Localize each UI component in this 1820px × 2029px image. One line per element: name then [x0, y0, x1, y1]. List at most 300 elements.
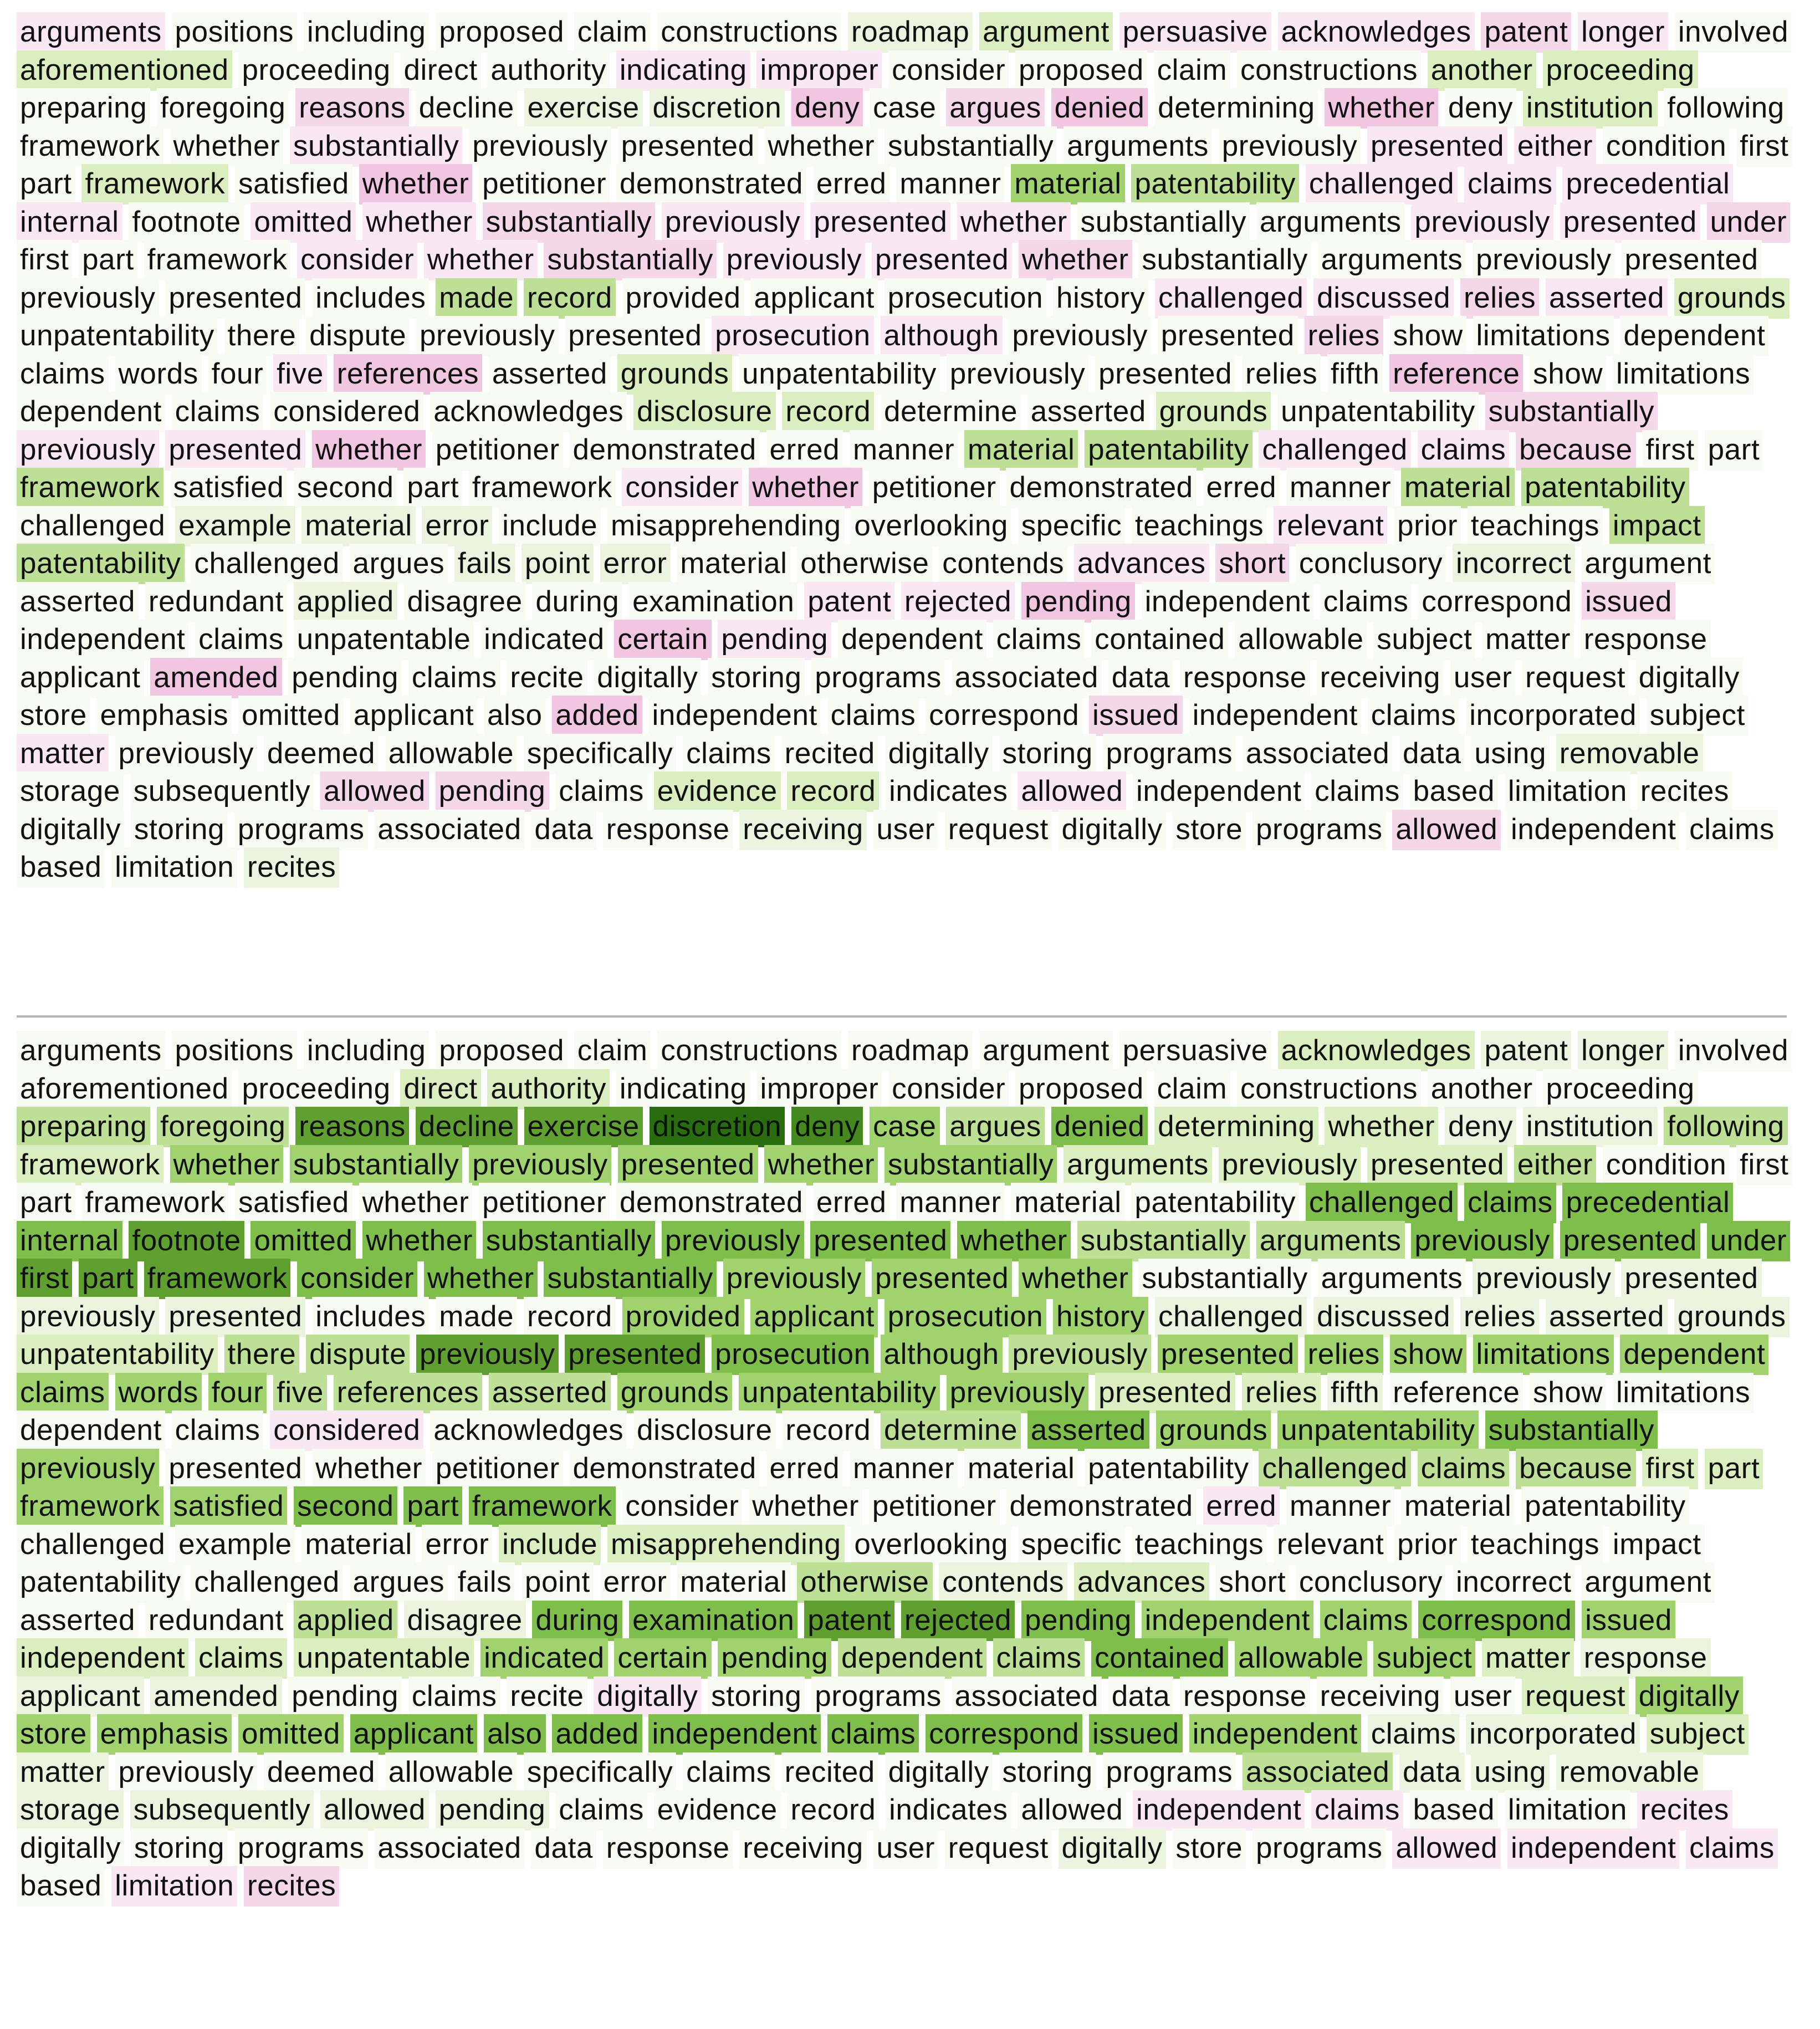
token-word: claims	[1311, 1790, 1403, 1831]
token-word: arguments	[17, 12, 165, 53]
token-word: substantially	[1138, 240, 1311, 280]
token-word: acknowledges	[1278, 1031, 1475, 1071]
token-word: incorporated	[1466, 1714, 1640, 1755]
token-word: petitioner	[869, 1486, 1000, 1527]
token-word: demonstrated	[1006, 468, 1196, 508]
token-word: erred	[813, 164, 890, 205]
token-word: digitally	[17, 810, 124, 850]
token-word: matter	[1482, 620, 1574, 660]
token-word: correspond	[1418, 1601, 1575, 1641]
token-word: allowed	[320, 771, 429, 812]
token-word: argument	[979, 12, 1113, 53]
token-word: framework	[81, 164, 228, 205]
token-word: previously	[416, 316, 559, 356]
token-word: relies	[1460, 278, 1539, 319]
token-word: substantially	[290, 1145, 462, 1185]
token-word: teachings	[1468, 506, 1603, 546]
token-word: including	[304, 1031, 430, 1071]
token-word: aforementioned	[17, 1069, 232, 1110]
token-word: positions	[172, 1031, 298, 1071]
token-word: response	[1581, 620, 1711, 660]
token-word: reasons	[295, 88, 409, 129]
token-word: pending	[288, 1677, 402, 1717]
token-word: associated	[952, 1677, 1102, 1717]
token-word: whether	[170, 126, 284, 167]
token-word: claims	[17, 354, 109, 395]
token-word: five	[273, 1373, 327, 1413]
token-word: part	[79, 240, 137, 280]
token-word: substantially	[1485, 392, 1658, 432]
token-word: previously	[469, 126, 611, 167]
token-word: presented	[565, 316, 705, 356]
token-word: issued	[1089, 696, 1183, 736]
token-word: incorporated	[1466, 696, 1640, 736]
token-word: unpatentability	[17, 316, 218, 356]
token-word: allowable	[385, 1752, 517, 1793]
token-word: whether	[359, 1183, 473, 1223]
token-word: allowable	[1235, 1638, 1367, 1679]
token-word: satisfied	[235, 164, 352, 205]
token-word: recite	[507, 658, 587, 698]
token-word: previously	[662, 202, 804, 243]
token-word: preparing	[17, 1107, 150, 1147]
token-word: words	[115, 354, 202, 395]
token-word: associated	[1243, 734, 1393, 774]
token-word: presented	[1158, 1335, 1298, 1375]
token-word: references	[334, 1373, 482, 1413]
token-word: based	[1410, 1790, 1498, 1831]
token-word: deny	[791, 88, 863, 129]
token-word: whether	[764, 126, 878, 167]
token-word: subsequently	[130, 771, 314, 812]
token-word: part	[403, 1486, 462, 1527]
token-word: independent	[648, 1714, 820, 1755]
token-word: manner	[1286, 1486, 1394, 1527]
token-word: indicating	[616, 1069, 750, 1110]
token-word: condition	[1603, 126, 1730, 167]
token-word: direct	[400, 50, 480, 91]
token-word: storage	[17, 1790, 124, 1831]
token-word: digitally	[885, 1752, 993, 1793]
token-word: show	[1530, 1373, 1606, 1413]
token-word: specific	[1018, 1525, 1126, 1565]
token-word: part	[17, 164, 75, 205]
token-word: programs	[234, 810, 368, 850]
token-word: user	[1450, 1677, 1516, 1717]
token-word: manner	[850, 430, 958, 471]
token-word: authority	[487, 1069, 610, 1110]
token-word: claims	[17, 1373, 109, 1413]
token-word: allowed	[1392, 810, 1501, 850]
token-word: discretion	[650, 1107, 785, 1147]
token-word: independent	[17, 1638, 188, 1679]
token-word: teachings	[1132, 506, 1267, 546]
token-word: asserted	[489, 354, 611, 395]
token-word: response	[1180, 658, 1310, 698]
token-word: matter	[17, 734, 109, 774]
token-word: claims	[1418, 430, 1510, 471]
token-word: previously	[662, 1221, 804, 1261]
token-word: advances	[1074, 544, 1209, 584]
token-word: claims	[1368, 1714, 1460, 1755]
token-word: programs	[1252, 810, 1386, 850]
token-word: recites	[1637, 771, 1732, 812]
token-word: substantially	[290, 126, 462, 167]
token-word: case	[870, 1107, 939, 1147]
token-word: receiving	[1317, 1677, 1444, 1717]
token-word: whether	[424, 1259, 538, 1299]
token-word: relies	[1305, 1335, 1383, 1375]
token-word: claims	[1418, 1449, 1510, 1489]
token-word: record	[787, 771, 879, 812]
token-word: second	[294, 468, 397, 508]
token-word: presented	[1621, 1259, 1761, 1299]
token-word: whether	[170, 1145, 284, 1185]
token-word: asserted	[1027, 1410, 1149, 1451]
token-word: deemed	[264, 1752, 379, 1793]
token-word: claims	[172, 1410, 264, 1451]
token-word: argues	[350, 544, 448, 584]
token-word: erred	[1203, 1486, 1280, 1527]
token-word: internal	[17, 1221, 122, 1261]
token-word: store	[17, 1714, 90, 1755]
token-word: grounds	[617, 354, 733, 395]
token-word: demonstrated	[616, 1183, 806, 1223]
token-word: allowed	[1018, 771, 1126, 812]
token-word: constructions	[657, 1031, 841, 1071]
token-word: material	[1011, 164, 1124, 205]
token-word: demonstrated	[569, 430, 759, 471]
token-word: patent	[804, 582, 894, 622]
token-word: record	[782, 392, 874, 432]
token-word: framework	[144, 240, 291, 280]
token-word: constructions	[657, 12, 841, 53]
token-word: argument	[1581, 544, 1715, 584]
token-word: made	[436, 278, 517, 319]
token-word: first	[1736, 126, 1792, 167]
token-word: evidence	[654, 771, 781, 812]
token-word: presented	[872, 240, 1012, 280]
token-word: contends	[939, 544, 1067, 584]
token-word: subject	[1373, 620, 1475, 660]
token-word: indicated	[480, 620, 608, 660]
token-word: record	[524, 278, 616, 319]
token-word: argument	[1581, 1562, 1715, 1603]
token-word: omitted	[250, 1221, 356, 1261]
token-word: foregoing	[157, 1107, 289, 1147]
token-word: digitally	[594, 1677, 701, 1717]
token-word: framework	[17, 1486, 163, 1527]
token-word: impact	[1609, 506, 1705, 546]
token-word: there	[224, 316, 300, 356]
token-word: challenged	[17, 1525, 168, 1565]
token-word: using	[1471, 734, 1550, 774]
token-word: programs	[1103, 1752, 1236, 1793]
token-word: satisfied	[170, 468, 288, 508]
token-word: applied	[294, 582, 397, 622]
token-word: satisfied	[235, 1183, 352, 1223]
token-word: either	[1514, 1145, 1596, 1185]
token-word: applicant	[750, 1297, 878, 1337]
token-word: examination	[629, 582, 797, 622]
token-word: limitations	[1473, 316, 1614, 356]
token-word: claims	[1311, 771, 1403, 812]
token-word: previously	[1009, 1335, 1151, 1375]
token-word: acknowledges	[430, 1410, 627, 1451]
token-word: previously	[1219, 126, 1361, 167]
token-word: evidence	[654, 1790, 781, 1831]
token-word: asserted	[17, 582, 139, 622]
token-word: dependent	[838, 620, 986, 660]
token-word: unpatentable	[294, 1638, 474, 1679]
token-word: previously	[416, 1335, 559, 1375]
token-word: first	[1642, 430, 1698, 471]
token-word: decline	[416, 88, 518, 129]
token-word: previously	[723, 1259, 866, 1299]
token-word: subsequently	[130, 1790, 314, 1831]
token-word: material	[964, 1449, 1078, 1489]
token-word: substantially	[1077, 202, 1250, 243]
token-word: unpatentability	[739, 354, 940, 395]
token-word: specifically	[524, 1752, 676, 1793]
token-word: storing	[708, 658, 805, 698]
token-word: asserted	[1027, 392, 1149, 432]
token-word: digitally	[1635, 1677, 1743, 1717]
token-word: presented	[872, 1259, 1012, 1299]
token-word: store	[1172, 1828, 1246, 1869]
token-word: proceeding	[238, 50, 393, 91]
token-word: indicating	[616, 50, 750, 91]
token-word: patentability	[17, 1562, 185, 1603]
token-word: unpatentability	[17, 1335, 218, 1375]
token-word: omitted	[238, 696, 344, 736]
token-word: presented	[1560, 1221, 1700, 1261]
token-word: presented	[1367, 1145, 1507, 1185]
token-word: provided	[622, 278, 744, 319]
token-word: consider	[297, 240, 417, 280]
token-word: certain	[614, 1638, 711, 1679]
token-word: deny	[1445, 88, 1516, 129]
token-word: deny	[791, 1107, 863, 1147]
token-word: user	[873, 1828, 939, 1869]
token-word: data	[531, 810, 596, 850]
token-word: limitation	[111, 1866, 237, 1907]
token-word: substantially	[1077, 1221, 1250, 1261]
token-word: incorrect	[1453, 1562, 1575, 1603]
token-word: prior	[1394, 506, 1461, 546]
token-word: consider	[622, 468, 742, 508]
token-word: request	[1522, 1677, 1629, 1717]
token-word: response	[1581, 1638, 1711, 1679]
token-word: exercise	[524, 88, 643, 129]
token-word: user	[1450, 658, 1516, 698]
token-word: based	[17, 847, 105, 888]
token-word: consider	[888, 50, 1009, 91]
token-word: erred	[766, 1449, 843, 1489]
token-word: independent	[1142, 582, 1313, 622]
token-word: framework	[17, 468, 163, 508]
token-word: presented	[565, 1335, 705, 1375]
token-word: overlooking	[851, 506, 1011, 546]
token-word: demonstrated	[569, 1449, 759, 1489]
bottom-saliency-panel	[17, 1032, 1801, 1905]
token-word: pending	[1021, 582, 1135, 622]
token-word: claims	[408, 658, 500, 698]
token-word: pending	[718, 1638, 831, 1679]
token-word: first	[17, 240, 72, 280]
token-word: disagree	[404, 1601, 526, 1641]
token-word: arguments	[1064, 126, 1212, 167]
token-word: programs	[234, 1828, 368, 1869]
token-word: applicant	[350, 1714, 478, 1755]
token-word: previously	[115, 1752, 258, 1793]
token-word: challenged	[191, 1562, 342, 1603]
token-word: whether	[424, 240, 538, 280]
token-word: previously	[469, 1145, 611, 1185]
token-word: discussed	[1313, 278, 1454, 319]
token-word: relies	[1460, 1297, 1539, 1337]
token-word: substantially	[544, 240, 716, 280]
token-word: prior	[1394, 1525, 1461, 1565]
token-word: relies	[1305, 316, 1383, 356]
token-word: error	[422, 1525, 492, 1565]
token-word: disclosure	[633, 1410, 776, 1451]
token-word: persuasive	[1119, 1031, 1271, 1071]
token-word: challenged	[1259, 430, 1410, 471]
token-word: part	[17, 1183, 75, 1223]
token-word: specifically	[524, 734, 676, 774]
token-word: grounds	[1674, 278, 1790, 319]
token-word: subject	[1647, 696, 1749, 736]
token-word: institution	[1523, 88, 1658, 129]
token-word: associated	[952, 658, 1102, 698]
token-word: patentability	[1521, 468, 1689, 508]
token-word: words	[115, 1373, 202, 1413]
token-word: otherwise	[797, 1562, 932, 1603]
token-word: show	[1390, 1335, 1466, 1375]
token-word: roadmap	[848, 1031, 973, 1071]
token-word: claim	[574, 12, 651, 53]
token-word: reference	[1389, 1373, 1523, 1413]
top-saliency-panel	[17, 13, 1801, 887]
token-word: claims	[172, 392, 264, 432]
token-word: pending	[1021, 1601, 1135, 1641]
token-word: applicant	[17, 1677, 144, 1717]
token-word: independent	[1507, 810, 1679, 850]
token-word: proposed	[436, 12, 568, 53]
token-word: presented	[618, 1145, 758, 1185]
token-word: material	[964, 430, 1078, 471]
token-word: claims	[555, 771, 647, 812]
token-word: error	[600, 1562, 671, 1603]
token-word: discussed	[1313, 1297, 1454, 1337]
token-word: receiving	[1317, 658, 1444, 698]
token-word: also	[484, 696, 546, 736]
token-word: whether	[957, 1221, 1071, 1261]
token-word: programs	[1103, 734, 1236, 774]
token-word: relevant	[1274, 506, 1387, 546]
token-word: asserted	[1546, 278, 1668, 319]
token-word: rejected	[901, 1601, 1015, 1641]
token-word: matter	[17, 1752, 109, 1793]
token-word: because	[1516, 1449, 1636, 1489]
token-word: recites	[244, 847, 339, 888]
token-word: whether	[312, 1449, 426, 1489]
token-word: dispute	[306, 316, 410, 356]
token-word: grounds	[1156, 392, 1271, 432]
token-word: although	[881, 316, 1003, 356]
token-word: misapprehending	[607, 506, 845, 546]
token-word: presented	[618, 126, 758, 167]
token-word: contained	[1091, 1638, 1228, 1679]
token-word: manner	[896, 164, 1004, 205]
token-word: digitally	[594, 658, 701, 698]
token-word: limitation	[1505, 771, 1630, 812]
token-word: claims	[1320, 1601, 1412, 1641]
token-word: limitation	[111, 847, 237, 888]
token-word: claims	[993, 1638, 1085, 1679]
token-word: grounds	[1156, 1410, 1271, 1451]
token-word: proceeding	[1543, 1069, 1698, 1110]
token-word: correspond	[1418, 582, 1575, 622]
token-word: allowed	[320, 1790, 429, 1831]
token-word: manner	[850, 1449, 958, 1489]
token-word: claims	[1368, 696, 1460, 736]
token-word: exercise	[524, 1107, 643, 1147]
token-word: involved	[1675, 12, 1792, 53]
token-word: relevant	[1274, 1525, 1387, 1565]
token-word: argues	[946, 88, 1045, 129]
token-word: longer	[1578, 12, 1668, 53]
token-word: previously	[1009, 316, 1151, 356]
token-word: made	[436, 1297, 517, 1337]
token-word: proposed	[436, 1031, 568, 1071]
token-word: asserted	[17, 1601, 139, 1641]
token-word: indicates	[886, 771, 1011, 812]
token-word: proposed	[1015, 50, 1147, 91]
token-word: either	[1514, 126, 1596, 167]
token-word: indicated	[480, 1638, 608, 1679]
token-word: another	[1428, 50, 1536, 91]
token-word: previously	[17, 1449, 159, 1489]
token-word: store	[1172, 810, 1246, 850]
token-word: decline	[416, 1107, 518, 1147]
token-word: under	[1707, 1221, 1791, 1261]
token-word: proposed	[1015, 1069, 1147, 1110]
token-word: presented	[165, 1297, 305, 1337]
token-word: data	[1108, 658, 1174, 698]
token-word: material	[301, 506, 415, 546]
token-word: previously	[1473, 1259, 1615, 1299]
token-word: whether	[749, 468, 862, 508]
token-word: pending	[436, 1790, 549, 1831]
token-word: dependent	[838, 1638, 986, 1679]
token-word: relies	[1242, 1373, 1321, 1413]
token-word: aforementioned	[17, 50, 232, 91]
token-word: limitations	[1613, 1373, 1753, 1413]
token-word: added	[552, 1714, 642, 1755]
token-word: acknowledges	[430, 392, 627, 432]
token-word: denied	[1051, 88, 1148, 129]
token-word: overlooking	[851, 1525, 1011, 1565]
token-word: prosecution	[885, 1297, 1047, 1337]
token-word: dependent	[1620, 1335, 1768, 1375]
token-word: fifth	[1327, 354, 1383, 395]
token-word: contained	[1091, 620, 1228, 660]
token-word: point	[522, 1562, 594, 1603]
token-word: pending	[288, 658, 402, 698]
token-word: claims	[555, 1790, 647, 1831]
